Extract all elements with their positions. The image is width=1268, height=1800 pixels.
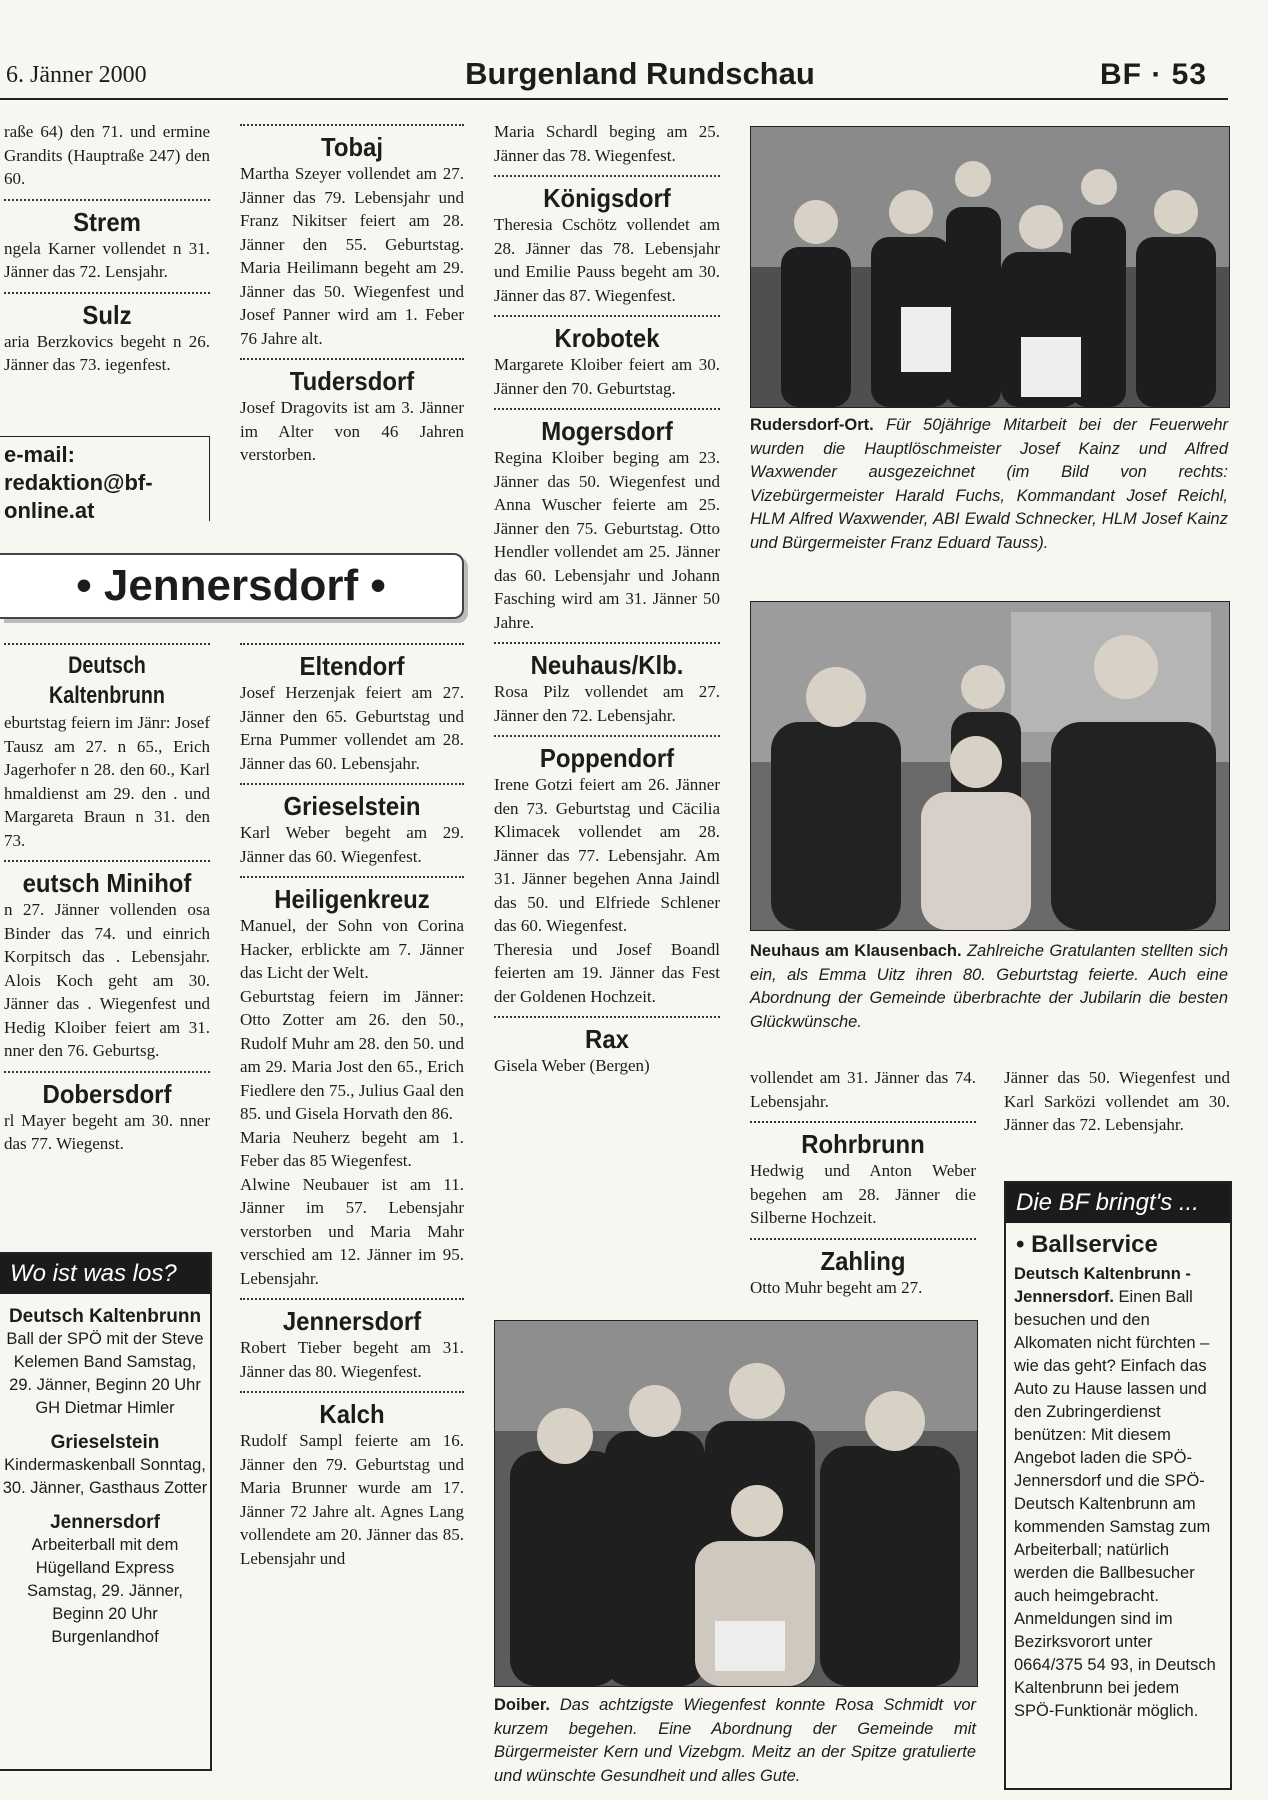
events-box — [0, 1252, 212, 1771]
notice-text: Robert Tieber begeht am 31. Jänner das 80. Wiegenfest. — [240, 1338, 464, 1381]
dotted-separator — [240, 643, 464, 645]
notice-text: Rosa Pilz vollendet am 27. Jänner den 72. Lebensjahr. — [494, 682, 720, 725]
dotted-separator — [494, 408, 720, 410]
dotted-separator — [240, 876, 464, 878]
place-heading: Poppendorf — [539, 743, 675, 773]
place-heading: Tobaj — [320, 132, 384, 162]
place-heading: Königsdorf — [543, 183, 671, 213]
column-5 — [1004, 1066, 1230, 1166]
dotted-separator — [4, 643, 210, 645]
column-4 — [750, 1066, 976, 1306]
photo-doiber-image — [495, 1321, 977, 1686]
notice-text: ngela Karner vollendet n 31. Jänner das 72. Lensjahr. — [4, 238, 210, 281]
place-heading: Neuhaus/Klb. — [530, 650, 684, 680]
notice-text: Manuel, der Sohn von Corina Hacker, erblickte am 7. Jänner das Licht der Welt. — [240, 916, 464, 982]
notice-text: Martha Szeyer vollendet am 27. Jänner das 79. Lebensjahr und Franz Nikitser feiert am 28. Jänner den 55. Geburtstag. Maria Heilimann begeht am 29. Jänner das 50. Wiegenfest und Josef Panner wird am 1. Feber 76 Jahre alt. — [240, 164, 464, 348]
dotted-separator — [4, 860, 210, 862]
notice-text: vollendet am 31. Jänner das 74. Lebensjahr. — [750, 1068, 976, 1111]
photo-rudersdorf-image — [751, 127, 1229, 407]
notice-text: Theresia und Josef Boandl feierten am 19. Jänner das Fest der Goldenen Hochzeit. — [494, 939, 720, 1006]
notice-text: Margarete Kloiber feiert am 30. Jänner den 70. Geburtstag. — [494, 355, 720, 398]
event-details: Arbeiterball mit dem Hügelland Express Samstag, 29. Jänner, Beginn 20 Uhr Burgenlandhof — [27, 1536, 183, 1646]
section-banner-text: • Jennersdorf • — [76, 561, 386, 610]
notice-text: Gisela Weber (Bergen) — [494, 1056, 650, 1075]
column-2-top — [240, 124, 464, 514]
bf-promo-text: Einen Ball besuchen und den Alkomaten nicht fürchten – wie das geht? Einfach das Auto zu Hause lassen und den Zubringerdienst benützen: Mit diesem Angebot laden die SPÖ-Jennersdorf und die SPÖ-Deutsch Kaltenbrunn am kommenden Samstag zum Arbeiterball; natürlich werden die Ballbesucher auch heimgebracht. Anmeldungen sind im Bezirksvorort unter 0664/375 54 93, in Deutsch Kaltenbrunn bei jedem SPÖ-Funktionär möglich. — [1014, 1288, 1216, 1720]
place-heading: Jennersdorf — [282, 1306, 422, 1336]
column-1-bottom — [4, 643, 210, 1243]
dotted-separator — [4, 292, 210, 294]
caption-neuhaus-lead: Neuhaus am Klausenbach. — [750, 942, 962, 960]
bf-promo-body — [1006, 1263, 1230, 1723]
event-details: Ball der SPÖ mit der Steve Kelemen Band Samstag, 29. Jänner, Beginn 20 Uhr GH Dietmar Himler — [6, 1330, 204, 1417]
newspaper-title: Burgenland Rundschau — [465, 56, 815, 91]
notice-text: Regina Kloiber beging am 23. Jänner das 50. Wiegenfest und Anna Wuscher feierte am 25. Jänner den 75. Geburtstag. Otto Hendler vollendet am 25. Jänner das 60. Lebensjahr und Johann Fasching wird am 31. Jänner 50 Jahre. — [494, 448, 720, 632]
notice-text: Theresia Cschötz vollendet am 28. Jänner das 78. Lebensjahr und Emilie Pauss begeht am 30. Jänner das 87. Wiegenfest. — [494, 215, 720, 305]
notice-text: Alwine Neubauer ist am 11. Jänner im 57. Lebensjahr verstorben und Maria Mahr verschied am 12. Jänner im 95. Lebensjahr. — [240, 1174, 464, 1288]
photo-neuhaus — [750, 601, 1230, 931]
place-heading: Rax — [585, 1024, 629, 1054]
events-list — [0, 1306, 210, 1649]
bf-promo-lead: Deutsch Kaltenbrunn - Jennersdorf. — [1014, 1265, 1191, 1306]
dotted-separator — [240, 124, 464, 126]
notice-text: aria Berzkovics begeht n 26. Jänner das 73. iegenfest. — [4, 331, 210, 374]
notice-text: Josef Dragovits ist am 3. Jänner im Alter von 46 Jahren verstorben. — [240, 398, 464, 464]
dotted-separator — [750, 1238, 976, 1240]
caption-rudersdorf-lead: Rudersdorf-Ort. — [750, 416, 874, 434]
notice-text: Maria Schardl beging am 25. Jänner das 78. Wiegenfest. — [494, 122, 720, 165]
place-heading: eutsch Minihof — [22, 868, 192, 898]
dotted-separator — [240, 783, 464, 785]
notice-text: Geburtstag feiern im Jänner: Otto Zotter am 26. den 50., Rudolf Muhr am 28. den 50. und am 29. Maria Jost den 65., Erich Fiedlere den 75., Julius Gaal den 85. und Gisela Horvath den 86. — [240, 986, 464, 1123]
column-1-top — [4, 120, 210, 445]
dotted-separator — [494, 315, 720, 317]
notice-text: Irene Gotzi feiert am 26. Jänner den 73. Geburtstag und Cäcilia Klimacek vollendet am 28. Jänner das 77. Lebensjahr. Am 31. Jänner begehen Anna Jaindl das 50. und Elfriede Schlener das 60. Wiegenfest. — [494, 775, 720, 935]
dotted-separator — [494, 735, 720, 737]
notice-text: Hedwig und Anton Weber begehen am 28. Jänner die Silberne Hochzeit. — [750, 1161, 976, 1227]
dotted-separator — [494, 175, 720, 177]
dotted-separator — [4, 1071, 210, 1073]
event-place: Deutsch Kaltenbrunn — [8, 1306, 202, 1327]
event-place: Jennersdorf — [50, 1512, 160, 1533]
dotted-separator — [494, 1016, 720, 1018]
dotted-separator — [240, 1391, 464, 1393]
place-heading: Strem — [73, 206, 141, 237]
section-banner — [0, 553, 464, 619]
page-number: BF · 53 — [1100, 58, 1208, 91]
email-box-wrap — [0, 436, 210, 521]
notice-text: eburtstag feiern im Jänr: Josef Tausz am 27. n 65., Erich Jagerhofer n 28. den 60., Karl hmaldienst am 29. den . und Margareta Braun n 31. den 73. — [4, 713, 210, 850]
column-3 — [494, 120, 720, 1320]
photo-doiber — [494, 1320, 978, 1687]
header-rule — [0, 98, 1228, 100]
place-heading: Grieselstein — [283, 791, 421, 821]
place-heading: Sulz — [82, 299, 132, 330]
caption-doiber-lead: Doiber. — [494, 1696, 550, 1714]
place-heading: Krobotek — [554, 323, 660, 353]
place-heading: Tudersdorf — [289, 366, 415, 396]
dotted-separator — [240, 1298, 464, 1300]
notice-text: n 27. Jänner vollenden osa Binder das 74. und einrich Korpitsch das . Lebensjahr. Alois Koch geht am 30. Jänner das . Wiegenfest und Hedig Kloiber feiert am 31. nner den 76. Geburtsg. — [4, 900, 210, 1060]
event-place: Grieselstein — [50, 1432, 160, 1453]
notice-text: Otto Muhr begeht am 27. — [750, 1277, 923, 1297]
dotted-separator — [240, 358, 464, 360]
place-heading: Dobersdorf — [42, 1078, 172, 1109]
place-heading: Kalch — [319, 1399, 385, 1429]
bf-promo-heading: • Ballservice — [1016, 1231, 1158, 1258]
caption-doiber-text: Das achtzigste Wiegenfest konnte Rosa Schmidt vor kurzem begehen. Eine Abordnung der Gemeinde mit Bürgermeister Kern und Vizebgm. Meitz an der Spitze gratulierte und wünschte Gesundheit und alles Gute. — [494, 1696, 976, 1785]
notice-text: raße 64) den 71. und ermine Grandits (Hauptraße 247) den 60. — [4, 122, 210, 188]
caption-doiber — [494, 1694, 976, 1788]
place-heading: Zahling — [820, 1245, 906, 1276]
caption-rudersdorf — [750, 414, 1228, 555]
dotted-separator — [750, 1121, 976, 1123]
photo-neuhaus-image — [751, 602, 1229, 930]
place-heading: Heiligenkreuz — [274, 884, 430, 914]
event-details: Kindermaskenball Sonntag, 30. Jänner, Gasthaus Zotter — [2, 1456, 208, 1497]
page-header — [0, 0, 1268, 108]
photo-rudersdorf — [750, 126, 1230, 408]
dotted-separator — [4, 199, 210, 201]
caption-neuhaus-text: Zahlreiche Gratulanten stellten sich ein, als Emma Uitz ihren 80. Geburtstag feierte. Auch eine Abordnung der Gemeinde überbrachte der Jubilarin die besten Glückwünsche. — [750, 942, 1228, 1031]
column-5-text: Jänner das 50. Wiegenfest und Karl Sarközi vollendet am 30. Jänner das 72. Lebensjahr. — [1004, 1068, 1230, 1134]
bf-promo-box — [1004, 1181, 1232, 1790]
notice-text: Rudolf Sampl feierte am 16. Jänner den 79. Geburtstag und Maria Brunner wurde am 17. Jänner 72 Jahre alt. Agnes Lang vollendete am 20. Jänner das 85. Lebensjahr und — [240, 1431, 464, 1568]
bf-promo-title: Die BF bringt's ... — [1006, 1183, 1230, 1223]
caption-rudersdorf-text: Für 50jährige Mitarbeit bei der Feuerwehr wurden die Hauptlöschmeister Josef Kainz und Alfred Waxwender ausgezeichnet (im Bild von rechts: Vizebürgermeister Harald Fuchs, Kommandant Josef Reichl, HLM Alfred Waxwender, ABI Ewald Schnecker, HLM Josef Kainz und Bürgermeister Franz Eduard Tauss). — [750, 416, 1229, 552]
column-2-bottom — [240, 643, 464, 1793]
issue-date: 6. Jänner 2000 — [6, 62, 147, 88]
notice-text: Maria Neuherz begeht am 1. Feber das 85 Wiegenfest. — [240, 1127, 464, 1170]
place-heading: Deutsch Kaltenbrunn — [49, 652, 165, 709]
events-title: Wo ist was los? — [0, 1254, 210, 1294]
notice-text: Karl Weber begeht am 29. Jänner das 60. Wiegenfest. — [240, 823, 464, 866]
email-box[interactable]: e-mail: redaktion@bf-online.at — [0, 436, 210, 521]
dotted-separator — [494, 642, 720, 644]
place-heading: Rohrbrunn — [801, 1129, 925, 1159]
notice-text: rl Mayer begeht am 30. nner das 77. Wiegenst. — [4, 1110, 210, 1153]
place-heading: Eltendorf — [299, 651, 405, 681]
notice-text: Josef Herzenjak feiert am 27. Jänner den 65. Geburtstag und Erna Pummer vollendet am 28. Jänner das 60. Lebensjahr. — [240, 683, 464, 773]
place-heading: Mogersdorf — [541, 416, 673, 446]
caption-neuhaus — [750, 940, 1228, 1034]
